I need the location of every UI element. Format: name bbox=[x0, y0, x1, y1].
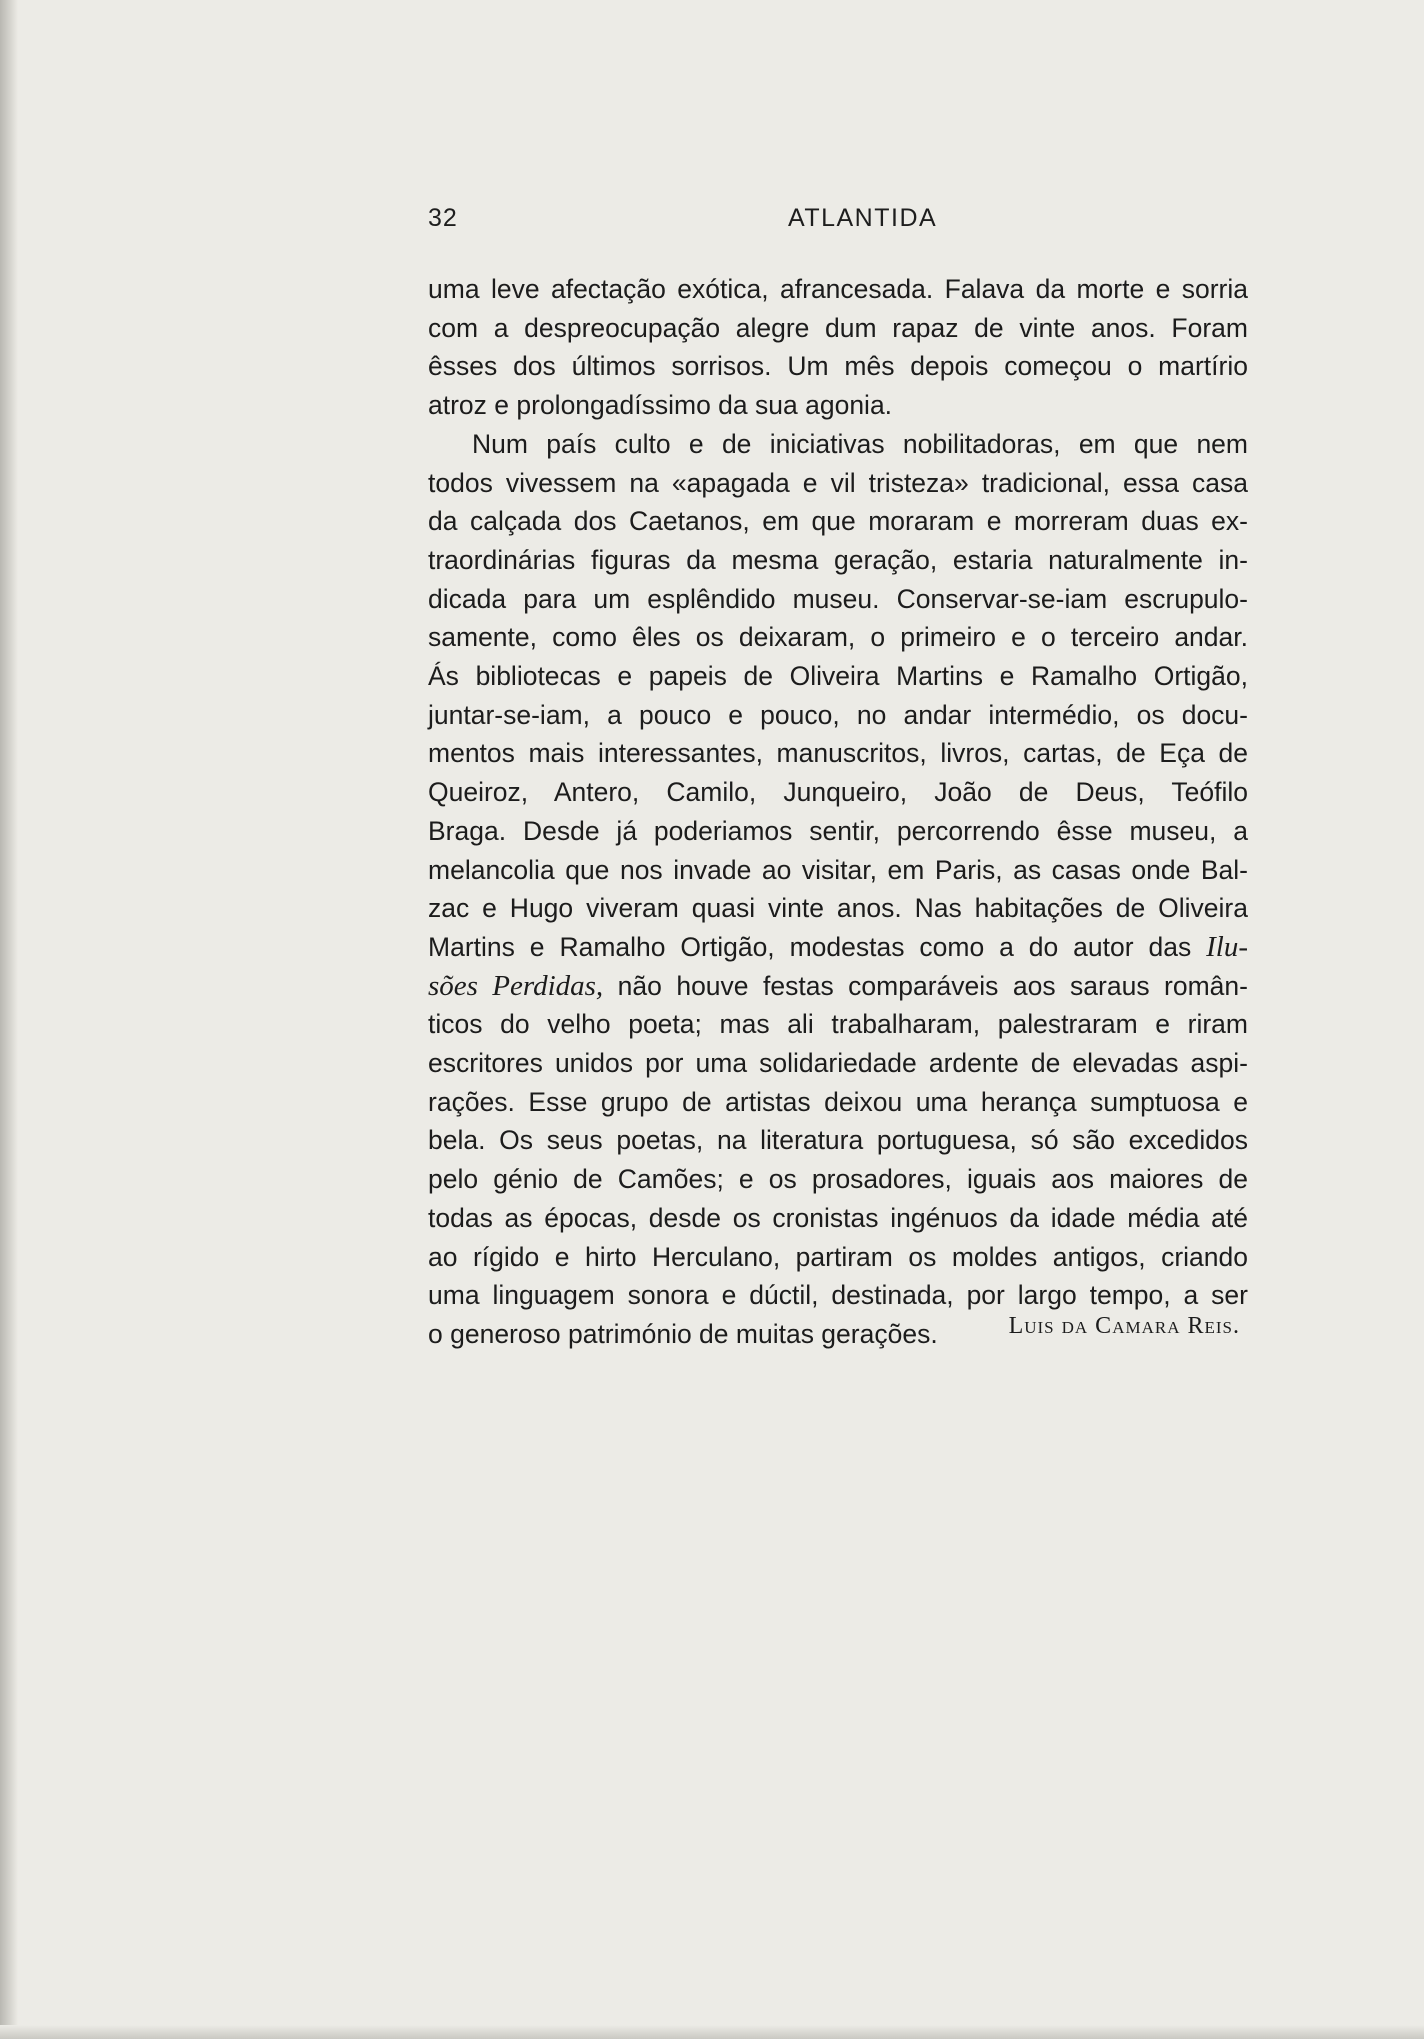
text-fragment: Martins e Ramalho Ortigão, modestas como a do autor das bbox=[428, 931, 1192, 962]
text-line: escritores unidos por uma solidariedade ardente de elevadas aspi- bbox=[428, 1048, 1248, 1079]
running-header bbox=[428, 204, 1248, 244]
text-line: Ás bibliotecas e papeis de Oliveira Martins e Ramalho Ortigão, bbox=[428, 661, 1248, 692]
text-line: melancolia que nos invade ao visitar, em Paris, as casas onde Bal- bbox=[428, 854, 1248, 885]
page-number: 32 bbox=[428, 204, 458, 232]
text-line: todas as épocas, desde os cronistas ingénuos da idade média até bbox=[428, 1202, 1248, 1233]
text-line: uma leve afectação exótica, afrancesada. Falava da morte e sorria bbox=[428, 274, 1248, 304]
text-line: Braga. Desde já poderiamos sentir, percorrendo êsse museu, a bbox=[428, 815, 1248, 846]
text-line: Queiroz, Antero, Camilo, Junqueiro, João de Deus, Teófilo bbox=[428, 777, 1248, 808]
italic-title-fragment: Ilu- bbox=[1206, 930, 1248, 963]
text-line: traordinárias figuras da mesma geração, estaria naturalmente in- bbox=[428, 544, 1248, 575]
text-line: ao rígido e hirto Herculano, partiram os moldes antigos, criando bbox=[428, 1241, 1248, 1272]
text-line: zac e Hugo viveram quasi vinte anos. Nas habitações de Oliveira bbox=[428, 893, 1248, 924]
text-line: juntar-se-iam, a pouco e pouco, no andar intermédio, os docu- bbox=[428, 699, 1248, 730]
text-fragment: não houve festas comparáveis aos saraus român- bbox=[617, 970, 1248, 1001]
author-signature: Luis da Camara Reis. bbox=[1008, 1313, 1240, 1339]
text-line: êsses dos últimos sorrisos. Um mês depois começou o martírio bbox=[428, 351, 1248, 382]
text-line: atroz e prolongadíssimo da sua agonia. bbox=[428, 390, 893, 421]
text-line: da calçada dos Caetanos, em que moraram e morreram duas ex- bbox=[428, 506, 1248, 537]
page-binding-shadow bbox=[0, 0, 18, 2039]
paragraph bbox=[428, 270, 1248, 425]
text-line bbox=[428, 928, 1248, 967]
text-line: dicada para um esplêndido museu. Conservar-se-iam escrupulo- bbox=[428, 583, 1248, 614]
text-line: uma linguagem sonora e dúctil, destinada, por largo tempo, a ser bbox=[428, 1280, 1248, 1311]
text-line: mentos mais interessantes, manuscritos, livros, cartas, de Eça de bbox=[428, 738, 1248, 769]
text-line: o generoso património de muitas gerações. bbox=[428, 1318, 938, 1349]
text-line: Num país culto e de iniciativas nobilitadoras, em que nem bbox=[472, 428, 1248, 459]
body-text bbox=[428, 270, 1248, 1354]
text-line bbox=[428, 967, 1248, 1006]
italic-title-fragment: sões Perdidas, bbox=[428, 969, 604, 1002]
text-line: todos vivessem na «apagada e vil tristeza» tradicional, essa casa bbox=[428, 467, 1248, 498]
text-line: bela. Os seus poetas, na literatura portuguesa, só são excedidos bbox=[428, 1125, 1248, 1156]
paragraph bbox=[428, 425, 1248, 1354]
running-title: ATLANTIDA bbox=[788, 204, 938, 232]
text-line: ticos do velho poeta; mas ali trabalharam, palestraram e riram bbox=[428, 1009, 1248, 1040]
text-line: samente, como êles os deixaram, o primeiro e o terceiro andar. bbox=[428, 622, 1248, 653]
page-bottom-shadow bbox=[0, 2025, 1424, 2039]
text-line: com a despreocupação alegre dum rapaz de vinte anos. Foram bbox=[428, 312, 1248, 343]
text-line: pelo génio de Camões; e os prosadores, iguais aos maiores de bbox=[428, 1164, 1248, 1195]
text-line: rações. Esse grupo de artistas deixou uma herança sumptuosa e bbox=[428, 1086, 1248, 1117]
